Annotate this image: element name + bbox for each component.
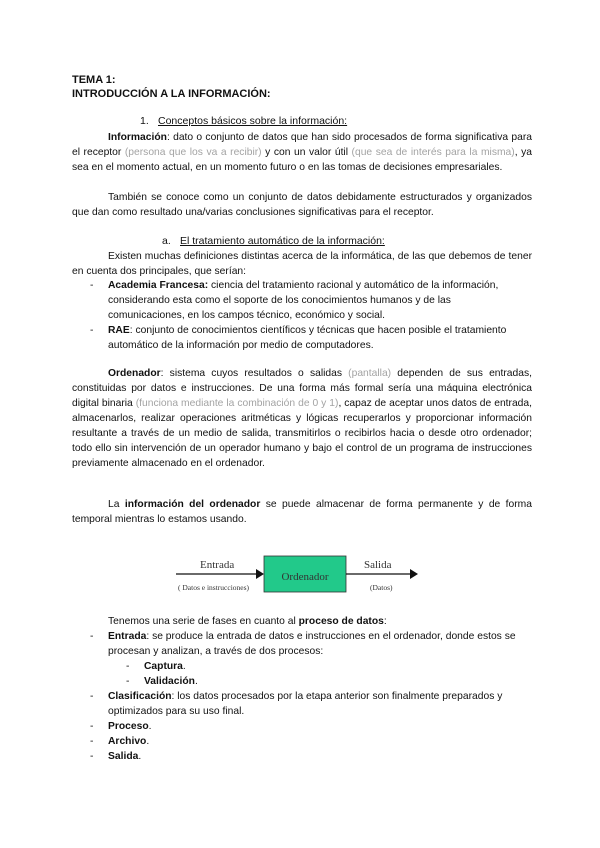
informacion-text-2: y con un valor útil xyxy=(261,147,352,158)
list-dash: - xyxy=(90,721,94,732)
output-arrow-head xyxy=(410,569,418,579)
informacion-definition xyxy=(72,130,532,175)
phase-archivo xyxy=(90,734,530,749)
phase-proceso xyxy=(90,719,530,734)
list-dash: - xyxy=(126,661,130,672)
title-block xyxy=(72,73,271,101)
section-a-title: El tratamiento automático de la información: xyxy=(180,235,385,247)
proceso-phase-term: Proceso xyxy=(108,721,149,732)
ordenador-text-3: , capaz de aceptar unos datos de entrada, almacenarlos, realizar operaciones aritméticas y lógicas recuperarlos y proporcionar información resultante a través de un medio de salida, transmitirlos o recibirlos hacia o desde otro ordenador; todo ello sin intervención de un operador humano y bajo el control de un programa de instrucciones previamente almacenado en el ordenador. xyxy=(72,398,532,469)
section-1-number: 1. xyxy=(140,115,149,127)
phases-list xyxy=(90,629,530,764)
diagram-input-label: Entrada xyxy=(200,559,235,571)
section-1-title: Conceptos básicos sobre la información: xyxy=(158,115,348,127)
section-a-letter: a. xyxy=(162,235,171,247)
rae-text: : conjunto de conocimientos científicos y técnicas que hacen posible el tratamiento automático de la información por medio de computadores. xyxy=(108,325,507,351)
definition-rae xyxy=(90,323,530,353)
ordenador-term: Ordenador xyxy=(108,368,161,379)
definition-academia xyxy=(90,278,530,323)
informacion-note-2: (que sea de interés para la misma) xyxy=(351,147,515,158)
clasificacion-term: Clasificación xyxy=(108,691,172,702)
list-dash: - xyxy=(90,691,94,702)
list-dash: - xyxy=(90,751,94,762)
list-dash: - xyxy=(126,676,130,687)
validacion-text: . xyxy=(194,676,198,687)
rae-term: RAE xyxy=(108,325,130,336)
ordenador-note-2: (funciona mediante la combinación de 0 y 1) xyxy=(135,398,339,409)
ordenador-definition xyxy=(72,366,532,471)
validacion-term: Validación xyxy=(144,676,195,687)
ordenador-note-1: (pantalla) xyxy=(348,368,392,379)
clasificacion-text: : los datos procesados por la etapa anterior son finalmente preparados y optimizados para su uso final. xyxy=(108,691,503,717)
informatica-intro: Existen muchas definiciones distintas acerca de la informática, de las que debemos de tener en cuenta dos principales, que serían: xyxy=(72,251,532,277)
informacion-term: Información xyxy=(108,132,167,143)
diagram-output-sub: (Datos) xyxy=(370,583,393,592)
title-line-2: INTRODUCCIÓN A LA INFORMACIÓN: xyxy=(72,88,271,100)
entrada-text: : se produce la entrada de datos e instrucciones en el ordenador, donde estos se procesan y analizan, a través de dos procesos: xyxy=(108,631,516,657)
title-line-1: TEMA 1: xyxy=(72,74,116,86)
salida-term: Salida xyxy=(108,751,139,762)
input-arrow-head xyxy=(256,569,264,579)
diagram-output-label: Salida xyxy=(364,559,392,571)
archivo-text: . xyxy=(146,736,150,747)
tambien-paragraph: También se conoce como un conjunto de datos debidamente estructurados y organizados que dan como resultado una/varias conclusiones significativas para el receptor. xyxy=(72,192,532,218)
proceso-phase-text: . xyxy=(148,721,152,732)
list-dash: - xyxy=(90,631,94,642)
phase-clasificacion xyxy=(90,689,530,719)
diagram-input-sub: ( Datos e instrucciones) xyxy=(178,583,250,592)
info-ordenador-pre: La xyxy=(108,499,125,510)
process-diagram xyxy=(170,550,430,598)
section-a-heading xyxy=(162,234,385,248)
phase-captura xyxy=(90,659,530,674)
phase-salida xyxy=(90,749,530,764)
diagram-box-label: Ordenador xyxy=(281,571,329,583)
entrada-term: Entrada xyxy=(108,631,147,642)
ordenador-text-2: dependen de sus entradas, constituidas por datos e instrucciones. De una forma más formal sería una máquina electrónica digital binaria xyxy=(72,368,532,409)
captura-text: . xyxy=(182,661,186,672)
info-ordenador-post: se puede almacenar de forma permanente y de forma temporal mientras lo estamos usando. xyxy=(72,499,532,525)
info-ordenador-term: información del ordenador xyxy=(124,499,261,510)
ordenador-text-1: : sistema cuyos resultados o salidas xyxy=(160,368,349,379)
informacion-text-1: : dato o conjunto de datos que han sido procesados de forma significativa para el receptor xyxy=(72,132,532,158)
list-dash: - xyxy=(90,325,94,336)
informacion-note-1: (persona que los va a recibir) xyxy=(124,147,262,158)
academia-term: Academia Francesa: xyxy=(108,280,209,291)
proceso-term: proceso de datos xyxy=(298,616,384,627)
salida-text: . xyxy=(138,751,142,762)
definitions-list xyxy=(90,278,530,353)
proceso-pre: Tenemos una serie de fases en cuanto al xyxy=(108,616,299,627)
info-ordenador-paragraph xyxy=(72,497,532,527)
proceso-post: : xyxy=(383,616,387,627)
informacion-text-3: , ya sea en el momento actual, en un momento futuro o en las tomas de decisiones empresariales. xyxy=(72,147,532,173)
phase-validacion xyxy=(90,674,530,689)
captura-term: Captura xyxy=(144,661,183,672)
phase-entrada xyxy=(90,629,530,659)
proceso-intro xyxy=(72,614,532,629)
list-dash: - xyxy=(90,736,94,747)
section-1-heading xyxy=(140,114,347,128)
academia-text: ciencia del tratamiento racional y automático de la información, considerando esta como el soporte de los conocimientos humanos y de las comunicaciones, en los campos técnico, económico y social. xyxy=(108,280,499,321)
list-dash: - xyxy=(90,280,94,291)
archivo-term: Archivo xyxy=(108,736,147,747)
